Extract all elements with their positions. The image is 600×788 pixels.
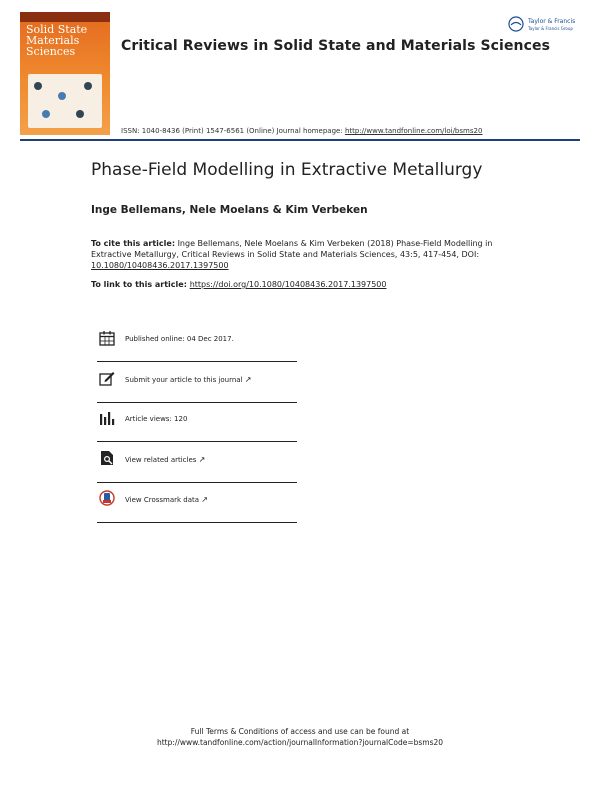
citation-block: To cite this article: Inge Bellemans, Nele Moelans & Kim Verbeken (2018) Phase-Field Modelling in Extractive Metallurgy, Critical Reviews in Solid State and Materials Sciences, 43:5, 417-454, DOI: 10.1080/10408436.2017.1397500: [91, 239, 493, 270]
cover-title: Solid State Materials Sciences: [26, 23, 88, 58]
submit-article-row[interactable]: [97, 366, 297, 396]
header-divider: [20, 139, 580, 141]
journal-title: Critical Reviews in Solid State and Materials Sciences: [121, 38, 551, 54]
journal-homepage-link[interactable]: http://www.tandfonline.com/loi/bsms20: [344, 127, 483, 135]
divider: [97, 522, 297, 523]
crossmark-icon: [99, 490, 115, 506]
divider: [97, 441, 297, 442]
published-online-row: [97, 326, 297, 356]
article-url-link[interactable]: https://doi.org/10.1080/10408436.2017.1397500: [189, 280, 387, 289]
footer: [0, 726, 600, 748]
publisher-logo: Taylor & Francis Taylor & Francis Group: [508, 16, 584, 38]
link-to-article: To link to this article: https://doi.org/10.1080/10408436.2017.1397500: [91, 280, 387, 289]
cover-illustration: [28, 74, 102, 128]
crossmark-link[interactable]: View Crossmark data ↗: [125, 495, 208, 504]
divider: [97, 482, 297, 483]
publisher-logo-icon: [508, 16, 524, 32]
calendar-icon: [99, 330, 115, 346]
divider: [97, 361, 297, 362]
article-views-label: Article views: 120: [125, 415, 188, 423]
issn-line: ISSN: 1040-8436 (Print) 1547-6561 (Online) Journal homepage: http://www.tandfonline.com/loi/bsms20: [121, 127, 483, 135]
published-online-label: Published online: 04 Dec 2017.: [125, 335, 234, 343]
divider: [97, 402, 297, 403]
crossmark-row[interactable]: [97, 486, 297, 516]
bar-chart-icon: [99, 410, 115, 426]
footer-url[interactable]: http://www.tandfonline.com/action/journalInformation?journalCode=bsms20: [156, 738, 444, 747]
related-articles-row[interactable]: [97, 446, 297, 476]
article-title: Phase-Field Modelling in Extractive Metallurgy: [91, 160, 483, 180]
edit-icon: [99, 370, 115, 386]
external-link-icon: ↗: [244, 375, 252, 384]
external-link-icon: ↗: [198, 455, 206, 464]
external-link-icon: ↗: [201, 495, 208, 504]
authors: Inge Bellemans, Nele Moelans & Kim Verbeken: [91, 204, 368, 216]
document-search-icon: [99, 450, 115, 466]
doi-link[interactable]: 10.1080/10408436.2017.1397500: [91, 261, 229, 270]
related-articles-link[interactable]: View related articles ↗: [125, 455, 206, 464]
article-views-row: [97, 406, 297, 436]
journal-cover-image: [20, 12, 110, 135]
submit-article-link[interactable]: Submit your article to this journal ↗: [125, 375, 252, 384]
footer-terms: Full Terms & Conditions of access and use can be found at: [190, 727, 410, 736]
